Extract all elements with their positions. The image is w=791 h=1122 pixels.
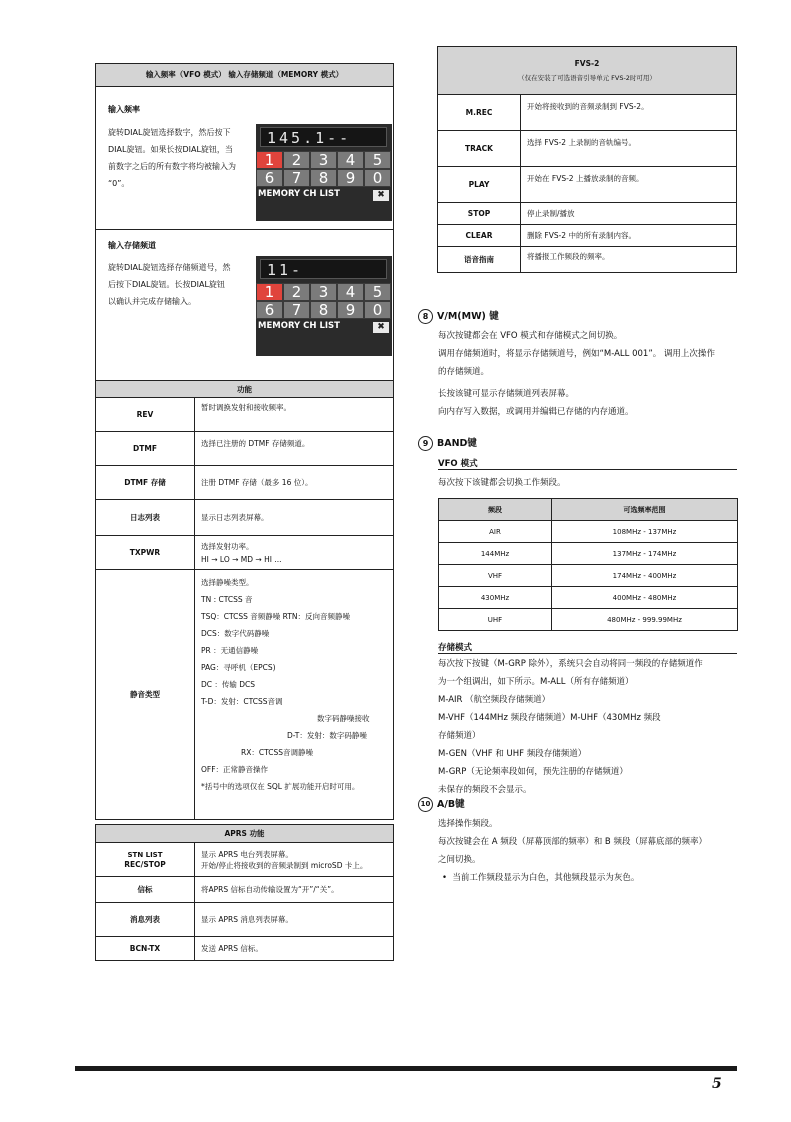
function-desc: 注册 DTMF 存储（最多 16 位）。 xyxy=(195,466,394,500)
digit-key: 0 xyxy=(364,301,391,319)
band-cell: AIR xyxy=(439,521,552,543)
section-10-body: 选择操作频段。 每次按键会在 A 频段（屏幕顶部的频率）和 B 频段（屏幕底部的频率） 之间切换。 • 当前工作频段显示为白色，其他频段显示为灰色。 xyxy=(438,819,707,883)
fvs-table xyxy=(437,46,737,273)
memory-ch-list-label: MEMORY CH LIST xyxy=(258,321,340,331)
section-title: A/B键 xyxy=(437,799,465,810)
section-title: BAND键 xyxy=(437,438,477,449)
input-box-title: 输入频率（VFO 模式） 输入存储频道（MEMORY 模式） xyxy=(96,64,393,87)
digit-key: 9 xyxy=(337,301,364,319)
fvs-table-title: FVS-2 （仅在安装了可选语音引导单元 FVS-2时可用） xyxy=(438,47,737,95)
digit-key: 8 xyxy=(310,169,337,187)
digit-key: 4 xyxy=(337,283,364,301)
function-key: DTMF 存储 xyxy=(96,466,195,500)
aprs-desc: 显示 APRS 消息列表屏幕。 xyxy=(195,903,394,937)
digit-key: 9 xyxy=(337,169,364,187)
aprs-table-title: APRS 功能 xyxy=(96,825,394,843)
digit-key: 2 xyxy=(283,283,310,301)
freq-heading: 输入频率 xyxy=(108,105,140,114)
fvs-key: TRACK xyxy=(438,131,521,167)
section-title: V/M(MW) 键 xyxy=(437,311,499,322)
function-key: DTMF xyxy=(96,432,195,466)
function-table xyxy=(95,380,394,820)
fvs-key: PLAY xyxy=(438,167,521,203)
section-8-body: 每次按键都会在 VFO 模式和存储模式之间切换。 调用存储频道时，将显示存储频道号，例如“M-ALL 001”。 调用上次操作 的存储频道。 长按该键可显示存储频道列表屏幕。 向内存写入数据，或调用并编辑已存储的内存通道。 xyxy=(438,331,715,417)
aprs-desc: 显示 APRS 电台列表屏幕。 开始/停止将接收到的音频录制到 microSD 卡上。 xyxy=(195,843,394,877)
vfo-mode-heading: VFO 模式 xyxy=(438,457,737,470)
input-box xyxy=(95,63,394,381)
digit-key: 7 xyxy=(283,301,310,319)
section-10 xyxy=(418,796,743,887)
aprs-desc: 发送 APRS 信标。 xyxy=(195,937,394,961)
range-cell: 174MHz - 400MHz xyxy=(552,565,738,587)
digit-key: 5 xyxy=(364,151,391,169)
function-key: 日志列表 xyxy=(96,500,195,536)
delete-icon: ✖ xyxy=(373,190,389,201)
digit-key: 2 xyxy=(283,151,310,169)
fvs-desc: 开始在 FVS-2 上播放录制的音频。 xyxy=(521,167,737,203)
band-cell: 430MHz xyxy=(439,587,552,609)
function-key: REV xyxy=(96,398,195,432)
range-cell: 108MHz - 137MHz xyxy=(552,521,738,543)
digit-key: 3 xyxy=(310,151,337,169)
function-table-title: 功能 xyxy=(96,381,394,398)
bullet-icon: • xyxy=(442,873,453,883)
range-cell: 400MHz - 480MHz xyxy=(552,587,738,609)
section-number: 10 xyxy=(418,797,433,812)
function-key: TXPWR xyxy=(96,536,195,570)
band-cell: 144MHz xyxy=(439,543,552,565)
section-9 xyxy=(418,435,743,799)
lcd-memory-pad xyxy=(256,256,392,356)
digit-key: 6 xyxy=(256,301,283,319)
footer-rule xyxy=(75,1066,737,1071)
lcd-display: 11- xyxy=(260,259,387,279)
band-table xyxy=(438,498,738,631)
fvs-desc: 停止录制/播放 xyxy=(521,203,737,225)
fvs-desc: 删除 FVS-2 中的所有录制内容。 xyxy=(521,225,737,247)
fvs-key: CLEAR xyxy=(438,225,521,247)
function-desc: 选择发射功率。 HI → LO → MD → HI ... xyxy=(195,536,394,570)
digit-key: 1 xyxy=(256,151,283,169)
digit-key: 6 xyxy=(256,169,283,187)
digit-key: 8 xyxy=(310,301,337,319)
squelch-key: 静音类型 xyxy=(96,570,195,820)
fvs-key: 语音指南 xyxy=(438,247,521,273)
digit-key: 7 xyxy=(283,169,310,187)
lcd-display: 145.1-- xyxy=(260,127,387,147)
fvs-desc: 开始将接收到的音频录制到 FVS-2。 xyxy=(521,95,737,131)
squelch-desc: 选择静噪类型。 TN : CTCSS 音 TSQ：CTCSS 音频静噪 RTN：反向音频静噪 DCS：数字代码静噪 PR ：无通信静噪 PAG：寻呼机（EPCS) DC ：传输 DCS T-D：发射：CTCSS音调 数字码静噪接收 D-T：发射：数字码静噪 RX：CTCSS音调静噪 OFF：正常静音操作 *括号中的选项仅在 SQL 扩展功能开启时可用。 xyxy=(195,570,394,820)
memory-ch-list-label: MEMORY CH LIST xyxy=(258,189,340,199)
freq-text: 旋转DIAL旋钮选择数字，然后按下 DIAL旋钮。如果长按DIAL旋钮，当 前数字之后的所有数字将均被输入为 “0”。 xyxy=(108,128,236,188)
digit-key: 0 xyxy=(364,169,391,187)
function-desc: 选择已注册的 DTMF 存储频道。 xyxy=(195,432,394,466)
section-number: 8 xyxy=(418,309,433,324)
vfo-mode-text: 每次按下该键都会切换工作频段。 xyxy=(438,478,566,488)
function-desc: 显示日志列表屏幕。 xyxy=(195,500,394,536)
digit-key: 5 xyxy=(364,283,391,301)
fvs-desc: 选择 FVS-2 上录制的音轨编号。 xyxy=(521,131,737,167)
range-cell: 137MHz - 174MHz xyxy=(552,543,738,565)
band-cell: VHF xyxy=(439,565,552,587)
range-header: 可选频率范围 xyxy=(552,499,738,521)
digit-key: 1 xyxy=(256,283,283,301)
digit-key: 4 xyxy=(337,151,364,169)
function-desc: 暂时调换发射和接收频率。 xyxy=(195,398,394,432)
page-number: 5 xyxy=(712,1076,722,1092)
digit-key: 3 xyxy=(310,283,337,301)
aprs-key: 消息列表 xyxy=(96,903,195,937)
aprs-desc: 将APRS 信标自动传输设置为“开”/“关”。 xyxy=(195,877,394,903)
aprs-key: STN LIST REC/STOP xyxy=(96,843,195,877)
memory-mode-text: 每次按下按键（M-GRP 除外），系统只会自动将同一频段的存储频道作 为一个组调出，如下所示。M-ALL（所有存储频道） M-AIR （航空频段存储频道） M-VHF（144MHz 频段存储频道）M-UHF（430MHz 频段 存储频道） M-GEN（VHF 和 UHF 频段存储频道） M-GRP（无论频率段如何，预先注册的存储频道） 未保存的频段不会显示。 xyxy=(438,659,703,795)
mem-heading: 输入存储频道 xyxy=(108,241,156,250)
section-number: 9 xyxy=(418,436,433,451)
fvs-desc: 将播报工作频段的频率。 xyxy=(521,247,737,273)
aprs-table xyxy=(95,824,394,961)
band-cell: UHF xyxy=(439,609,552,631)
aprs-key: 信标 xyxy=(96,877,195,903)
fvs-key: STOP xyxy=(438,203,521,225)
fvs-key: M.REC xyxy=(438,95,521,131)
section-8 xyxy=(418,308,743,421)
memory-mode-heading: 存储模式 xyxy=(438,641,737,654)
band-header: 频段 xyxy=(439,499,552,521)
delete-icon: ✖ xyxy=(373,322,389,333)
aprs-key: BCN-TX xyxy=(96,937,195,961)
lcd-frequency-pad xyxy=(256,124,392,221)
mem-text: 旋转DIAL旋钮选择存储频道号，然 后按下DIAL旋钮。长按DIAL旋钮 以确认并完成存储输入。 xyxy=(108,263,231,306)
range-cell: 480MHz - 999.99MHz xyxy=(552,609,738,631)
